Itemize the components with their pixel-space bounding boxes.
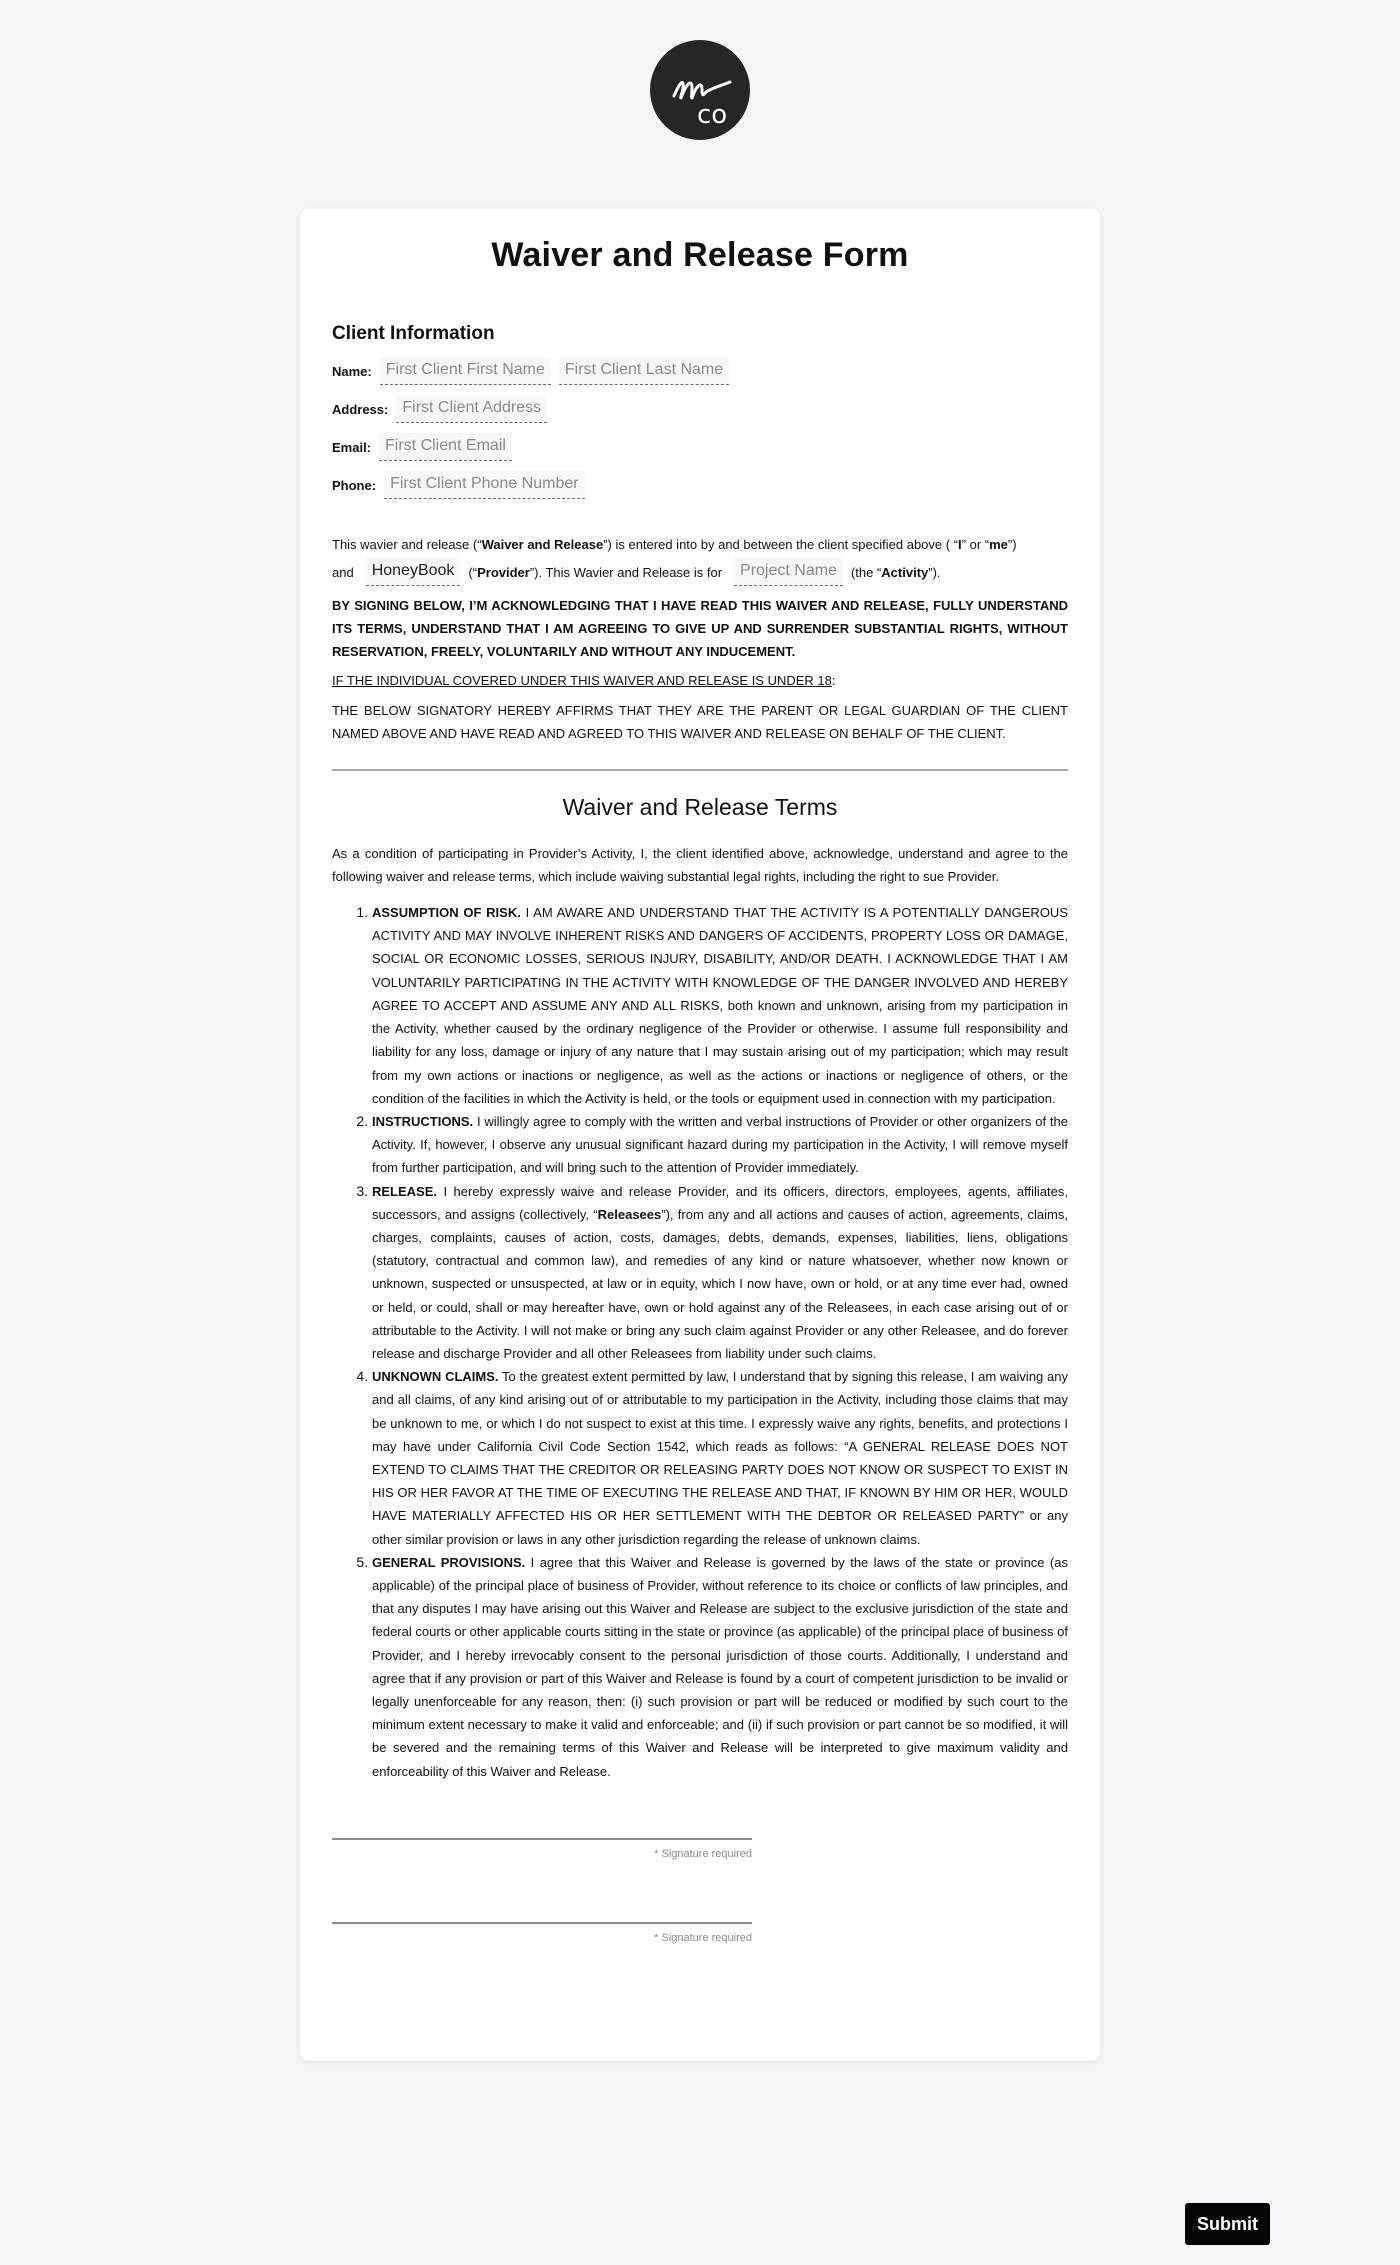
signature-required-note: * Signature required	[654, 1931, 752, 1944]
brand-logo-icon	[650, 40, 750, 140]
submit-button[interactable]: Submit	[1185, 2203, 1270, 2245]
signature-field-2[interactable]	[332, 1922, 752, 1924]
last-name-input[interactable]: First Client Last Name	[559, 357, 729, 385]
svg-text:co: co	[697, 100, 728, 130]
term-item: 4. UNKNOWN CLAIMS. To the greatest extent permitted by law, I understand that by signing this release, I am waiving any and all claims, of any kind arising out of or attributable to my participation in the Activity, including those claims that may be unknown to me, or which I do not suspect to exist at this time. I expressly waive any rights, benefits, and protections I may have under California Civil Code Section 1542, which reads as follows: “A GENERAL RELEASE DOES NOT EXTEND TO CLAIMS THAT THE CREDITOR OR RELEASING PARTY DOES NOT KNOW OR SUSPECT TO EXIST IN HIS OR HER FAVOR AT THE TIME OF EXECUTING THE RELEASE AND THAT, IF KNOWN BY HIM OR HER, WOULD HAVE MATERIALLY AFFECTED HIS OR HER SETTLEMENT WITH THE DEBTOR OR RELEASED PARTY” or any other similar provision or laws in any other jurisdiction regarding the release of unknown claims.	[372, 1365, 1068, 1551]
first-name-input[interactable]: First Client First Name	[380, 357, 551, 385]
address-label: Address:	[332, 401, 389, 417]
term-item: 1. ASSUMPTION OF RISK. I AM AWARE AND UNDERSTAND THAT THE ACTIVITY IS A POTENTIALLY DANGEROUS ACTIVITY AND MAY INVOLVE INHERENT RISKS AND DANGERS OF ACCIDENTS, PROPERTY LOSS OR DAMAGE, SOCIAL OR ECONOMIC LOSSES, SERIOUS INJURY, DISABILITY, AND/OR DEATH. I ACKNOWLEDGE THAT I AM VOLUNTARILY PARTICIPATING IN THE ACTIVITY WITH KNOWLEDGE OF THE DANGER INVOLVED AND HEREBY AGREE TO ACCEPT AND ASSUME ANY AND ALL RISKS, both known and unknown, arising from my participation in the Activity, whether caused by the ordinary negligence of the Provider or otherwise. I assume full responsibility and liability for any loss, damage or injury of any nature that I may sustain arising out of my participation; which may result from my own actions or inactions or negligence, as well as the actions or inactions or negligence of others, or the condition of the facilities in which the Activity is held, or the tools or equipment used in connection with my participation.	[372, 901, 1068, 1110]
name-row	[332, 357, 1068, 385]
signature-required-note: * Signature required	[654, 1847, 752, 1860]
intro-paragraph: This wavier and release (“Waiver and Release”) is entered into by and between the client specified above ( “I” or “me”) and HoneyBook (“ Provider ”). This Wavier and Release is for Project Name (the “ Activity ”).	[332, 533, 1068, 588]
signature-block-2	[332, 1922, 752, 1944]
phone-input[interactable]: First Client Phone Number	[384, 471, 585, 499]
email-row	[332, 433, 1068, 461]
form-title: Waiver and Release Form	[491, 236, 909, 274]
guardian-affirmation: THE BELOW SIGNATORY HEREBY AFFIRMS THAT THEY ARE THE PARENT OR LEGAL GUARDIAN OF THE CLIENT NAMED ABOVE AND HAVE READ AND AGREED TO THIS WAIVER AND RELEASE ON BEHALF OF THE CLIENT.	[332, 703, 1068, 741]
term-item: 5. GENERAL PROVISIONS. I agree that this Waiver and Release is governed by the laws of the state or province (as applicable) of the principal place of business of Provider, without reference to its choice or conflicts of law principles, and that any disputes I may have arising out this Waiver and Release are subject to the exclusive jurisdiction of the state and federal courts or other applicable courts sitting in the state or province (as applicable) of the principal place of business of Provider, and I hereby irrevocably consent to the personal jurisdiction of those courts. Additionally, I understand and agree that if any provision or part of this Waiver and Release is found by a court of competent jurisdiction to be invalid or legally unenforceable for any reason, then: (i) such provision or part will be reduced or modified by such court to the minimum extent necessary to make it valid and enforceable; and (ii) if such provision or part cannot be so modified, it will be severed and the remaining terms of this Waiver and Release will be interpreted to give maximum validity and enforceability of this Waiver and Release.	[372, 1551, 1068, 1783]
email-label: Email:	[332, 439, 372, 455]
address-row	[332, 395, 1068, 423]
client-info-heading: Client Information	[332, 323, 495, 344]
under18-heading: IF THE INDIVIDUAL COVERED UNDER THIS WAIVER AND RELEASE IS UNDER 18:	[332, 673, 836, 688]
term-item: 3. RELEASE. I hereby expressly waive and release Provider, and its officers, directors, employees, agents, affiliates, successors, and assigns (collectively, “Releasees”), from any and all actions and causes of action, agreements, claims, charges, complaints, causes of action, costs, damages, debts, demands, expenses, liabilities, liens, obligations (statutory, contractual and common law), and remedies of any kind or nature whatsoever, whether now known or unknown, suspected or unsuspected, at law or in equity, which I now have, own or hold, or at any time ever had, owned or held, or could, shall or may hereafter have, own or hold against any of the Releasees, in each case arising out of or attributable to the Activity. I will not make or bring any such claim against Provider or any other Releasee, and do forever release and discharge Provider and all other Releasees from liability under such claims.	[372, 1180, 1068, 1366]
project-name-input[interactable]: Project Name	[734, 558, 843, 586]
name-label: Name:	[332, 363, 372, 379]
phone-row	[332, 471, 1068, 499]
section-divider	[332, 769, 1068, 771]
terms-list	[332, 901, 1068, 1783]
address-input[interactable]: First Client Address	[396, 395, 547, 423]
provider-field[interactable]: HoneyBook	[366, 558, 461, 586]
acknowledgement-text: BY SIGNING BELOW, I’M ACKNOWLEDGING THAT I HAVE READ THIS WAIVER AND RELEASE, FULLY UNDERSTAND ITS TERMS, UNDERSTAND THAT I AM AGREEING TO GIVE UP AND SURRENDER SUBSTANTIAL RIGHTS, WITHOUT RESERVATION, FREELY, VOLUNTARILY AND WITHOUT ANY INDUCEMENT.	[332, 598, 1068, 659]
terms-intro: As a condition of participating in Provider’s Activity, I, the client identified above, acknowledge, understand and agree to the following waiver and release terms, which include waiving substantial legal rights, including the right to sue Provider.	[332, 846, 1068, 885]
email-input[interactable]: First Client Email	[379, 433, 512, 461]
phone-label: Phone:	[332, 477, 377, 493]
terms-title: Waiver and Release Terms	[562, 794, 838, 820]
waiver-form-card	[300, 209, 1100, 2061]
brand-logo-mark	[650, 40, 750, 140]
signature-block-1	[332, 1838, 752, 1860]
term-item: 2. INSTRUCTIONS. I willingly agree to comply with the written and verbal instructions of Provider or other organizers of the Activity. If, however, I observe any unusual significant hazard during my participation in the Activity, I will remove myself from further participation, and will bring such to the attention of Provider immediately.	[372, 1110, 1068, 1180]
signature-field-1[interactable]	[332, 1838, 752, 1840]
